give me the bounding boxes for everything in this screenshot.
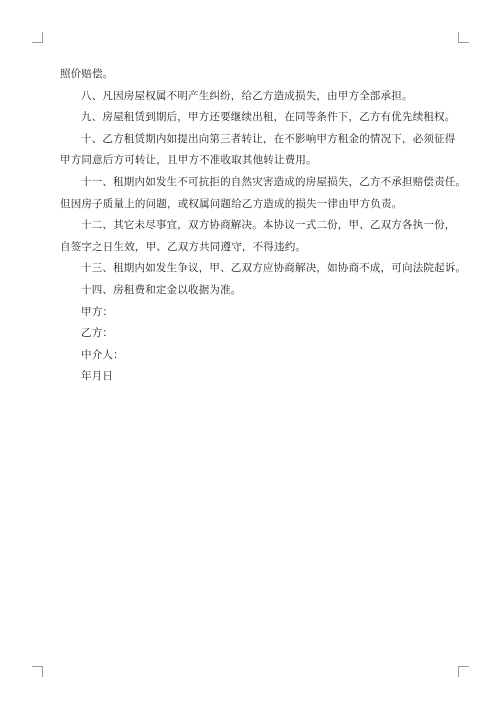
clause-11-line-1: 十一、租期内如发生不可抗拒的自然灾害造成的房屋损失，乙方不承担赔偿责任。 (81, 175, 467, 188)
signature-party-b: 乙方： (81, 327, 114, 340)
document-body (60, 64, 467, 388)
clause-12-line-1: 十二、其它未尽事宜，双方协商解决。本协议一式二份，甲、乙双方各执一份， (81, 219, 456, 232)
paragraph-continuation: 照价赔偿。 (60, 68, 114, 80)
clause-14: 十四、房租费和定金以收据为准。 (81, 283, 242, 296)
signature-date: 年月日 (81, 370, 114, 383)
signature-party-a: 甲方： (81, 305, 114, 318)
crop-mark-top-right (458, 32, 469, 43)
clause-11-line-2: 但因房子质量上的问题，或权属问题给乙方造成的损失一律由甲方负责。 (60, 197, 403, 210)
crop-mark-top-left (32, 32, 43, 43)
crop-mark-bottom-left (32, 666, 43, 677)
clause-13: 十三、租期内如发生争议，甲、乙双方应协商解决，如协商不成，可向法院起诉。 (81, 262, 467, 275)
signature-intermediary: 中介人： (81, 348, 124, 361)
clause-9: 九、房屋租赁到期后，甲方还要继续出租，在同等条件下，乙方有优先续租权。 (81, 111, 456, 124)
clause-10-line-1: 十、乙方租赁期内如提出向第三者转让，在不影响甲方租金的情况下，必须征得 (81, 132, 456, 145)
crop-mark-bottom-right (458, 666, 469, 677)
clause-8: 八、凡因房屋权属不明产生纠纷，给乙方造成损失，由甲方全部承担。 (81, 89, 413, 102)
clause-10-line-2: 甲方同意后方可转让，且甲方不准收取其他转让费用。 (60, 154, 317, 167)
clause-12-line-2: 自签字之日生效，甲、乙双方共同遵守，不得违约。 (60, 240, 307, 253)
